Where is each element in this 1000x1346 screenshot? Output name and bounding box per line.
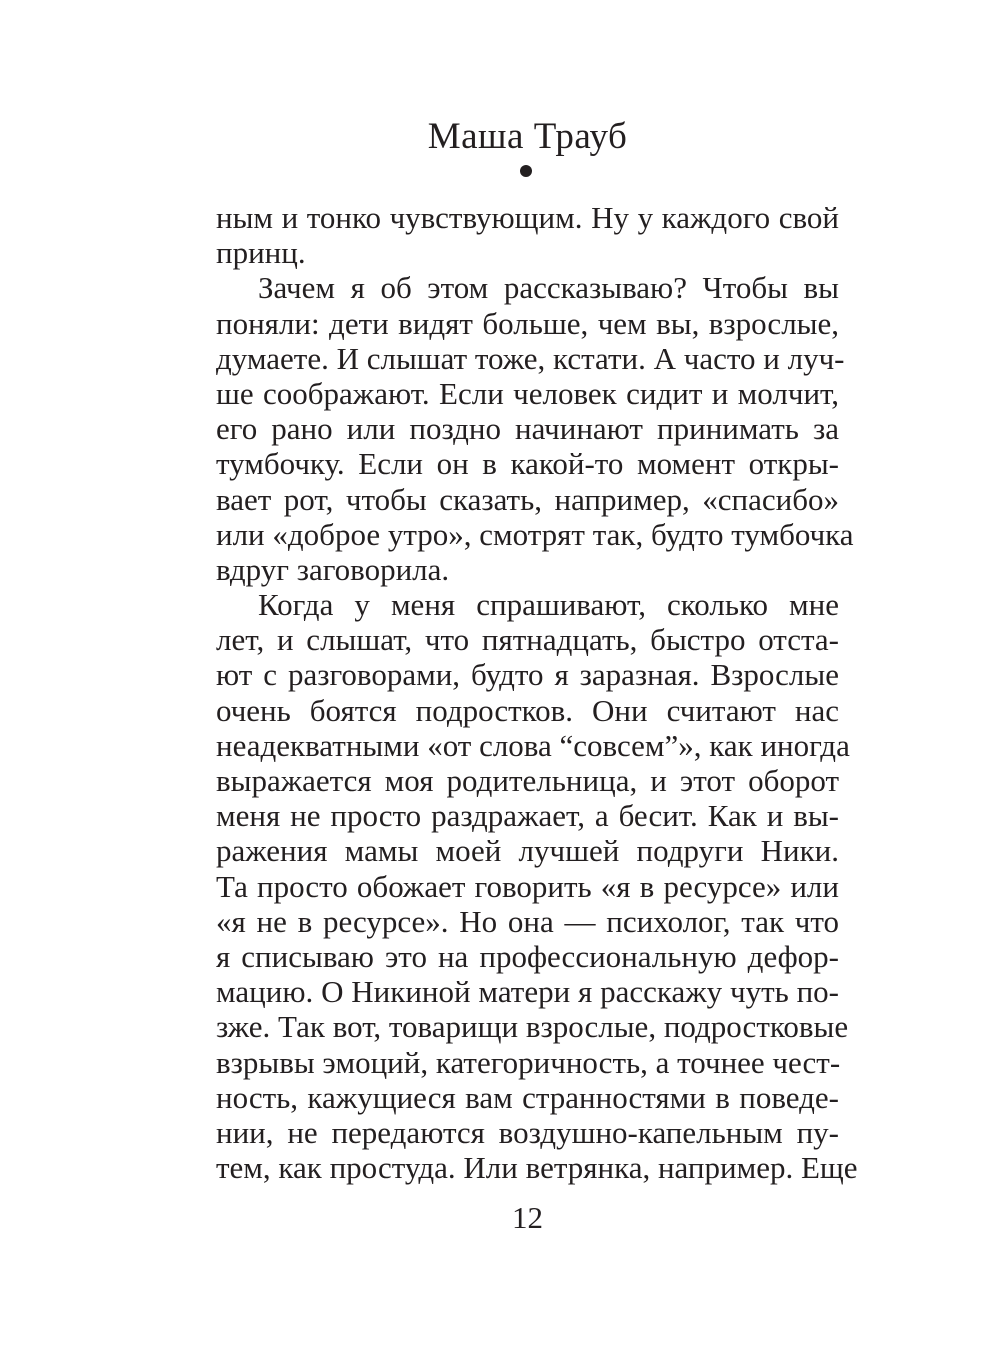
text-line: ют с разговорами, будто я заразная. Взрослые xyxy=(216,657,839,693)
text-line: вает рот, чтобы сказать, например, «спасибо» xyxy=(216,481,839,517)
text-line: ным и тонко чувствующим. Ну у каждого свой xyxy=(216,200,839,235)
text-line: очень боятся подростков. Они считают нас xyxy=(216,692,839,728)
text-line: думаете. И слышат тоже, кстати. А часто и луч- xyxy=(216,340,845,376)
text-line: Зачем я об этом рассказываю? Чтобы вы xyxy=(258,270,839,306)
text-line: Та просто обожает говорить «я в ресурсе» или xyxy=(216,868,839,904)
text-line: выражается моя родительница, и этот оборот xyxy=(216,763,839,798)
text-line: ражения мамы моей лучшей подруги Ники. xyxy=(216,833,839,869)
text-line: я списываю это на профессиональную дефор- xyxy=(216,938,839,974)
text-line: лет, и слышат, что пятнадцать, быстро отста- xyxy=(216,622,839,658)
header-dot-ornament xyxy=(520,165,532,177)
text-line: Когда у меня спрашивают, сколько мне xyxy=(258,587,839,623)
text-line: его рано или поздно начинают принимать за xyxy=(216,411,839,447)
text-line: ность, кажущиеся вам странностями в поведе- xyxy=(216,1079,839,1115)
page-number: 12 xyxy=(512,1200,543,1235)
text-line: меня не просто раздражает, а бесит. Как и вы- xyxy=(216,798,839,834)
text-line: или «доброе утро», смотрят так, будто тумбочка xyxy=(216,516,854,552)
text-line: неадекватными «от слова “совсем”», как иногда xyxy=(216,727,850,763)
body-text xyxy=(216,200,858,1186)
text-line: принц. xyxy=(216,235,306,271)
text-line: взрывы эмоций, категоричность, а точнее чест- xyxy=(216,1044,841,1080)
text-line: тем, как простуда. Или ветрянка, например. Еще xyxy=(216,1150,858,1186)
text-line: зже. Так вот, товарищи взрослые, подростковые xyxy=(216,1009,849,1045)
text-line: ше соображают. Если человек сидит и молчит, xyxy=(216,375,839,411)
text-line: тумбочку. Если он в какой-то момент откры- xyxy=(216,446,839,482)
text-line: поняли: дети видят больше, чем вы, взрослые, xyxy=(216,305,839,341)
text-line: нии, не передаются воздушно-капельным пу- xyxy=(216,1114,839,1150)
text-line: «я не в ресурсе». Но она — психолог, так что xyxy=(216,903,839,939)
text-line: мацию. О Никиной матери я расскажу чуть по- xyxy=(216,974,839,1010)
running-head-author: Маша Трауб xyxy=(427,116,628,157)
text-line: вдруг заговорила. xyxy=(216,551,450,587)
